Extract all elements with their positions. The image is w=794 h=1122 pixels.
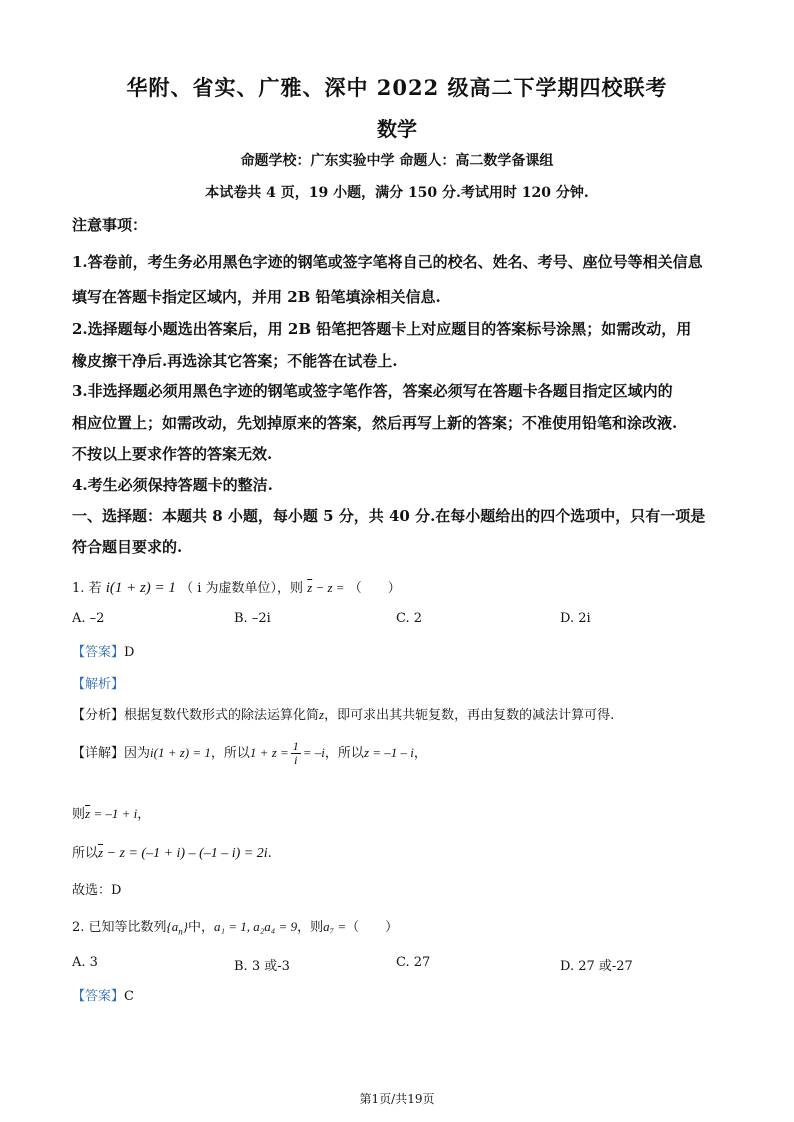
section-heading: 符合题目要求的. — [72, 538, 183, 556]
detail-text: ，所以 — [324, 746, 364, 761]
math-equation: i(1 + z) = 1 — [150, 745, 211, 760]
math-equation: = –i — [302, 745, 325, 760]
answer-paren: （ ） — [348, 581, 401, 596]
fenxi-tag: 【分析】 — [72, 708, 125, 723]
math-conjugate: $\overline{z}$ — [98, 845, 104, 860]
then-line — [72, 803, 150, 822]
option-c: C. 2 — [396, 611, 423, 626]
analysis-line — [72, 673, 124, 692]
detail-text: ， — [413, 746, 427, 761]
fenxi-text: 根据复数代数形式的除法运算化简 — [124, 708, 320, 723]
question-number: 1. 若 — [72, 581, 102, 596]
math-expression: a₇ = — [323, 919, 347, 934]
question-text: ，则 — [297, 920, 324, 935]
question-note: （ i 为虚数单位），则 — [180, 581, 304, 596]
fenxi-line — [72, 704, 614, 723]
question-1 — [72, 577, 401, 597]
then-end: ， — [137, 807, 151, 822]
option-b: B. –2i — [234, 611, 271, 626]
math-fraction — [291, 740, 301, 767]
then-text: 则 — [72, 807, 86, 822]
page-footer: 第1页/共19页 — [359, 1092, 435, 1106]
notice-line: 不按以上要求作答的答案无效. — [72, 445, 273, 463]
math-expression: − z = — [312, 580, 345, 595]
fraction-numerator: 1 — [292, 739, 299, 753]
answer-line — [72, 985, 134, 1004]
select-line: 故选：D — [72, 883, 122, 898]
math-sequence — [166, 919, 188, 937]
answer-line — [72, 641, 134, 660]
so-end: . — [267, 846, 272, 861]
question-2 — [72, 916, 398, 937]
option-a: A. –2 — [72, 611, 105, 626]
so-line — [72, 842, 272, 862]
sequence-subscript: n — [178, 926, 183, 937]
sequence-close: } — [182, 919, 188, 934]
option-a: A. 3 — [72, 955, 98, 970]
fenxi-text: ，即可求出其共轭复数，再由复数的减法计算可得. — [324, 708, 615, 723]
section-heading: 一、选择题：本题共 8 小题，每小题 5 分，共 40 分.在每小题给出的四个选项中，只有一项是 — [72, 507, 706, 525]
sequence-open: {a — [166, 919, 179, 934]
subject-title: 数学 — [377, 117, 417, 141]
notice-line: 橡皮擦干净后.再选涂其它答案；不能答在试卷上. — [72, 352, 398, 370]
question-text: 中， — [187, 920, 214, 935]
math-conjugate: $\overline{z}$ — [85, 806, 91, 821]
exam-title: 华附、省实、广雅、深中 2022 级高二下学期四校联考 — [126, 75, 668, 100]
fraction-denominator: i — [294, 753, 298, 767]
detail-text: ，所以 — [210, 746, 250, 761]
option-d: D. 27 或-27 — [560, 959, 633, 974]
math-condition: a₁ = 1, a₂a₄ = 9 — [213, 919, 298, 934]
math-condition: i(1 + z) = 1 — [105, 580, 176, 596]
question-number: 2. 已知等比数列 — [72, 920, 167, 935]
detail-tag: 【详解】 — [72, 746, 125, 761]
answer-tag: 【答案】 — [72, 645, 125, 660]
so-text: 所以 — [72, 846, 99, 861]
notice-line: 4.考生必须保持答题卡的整洁. — [72, 476, 273, 494]
detail-text: 因为 — [124, 746, 151, 761]
notice-line: 填写在答题卡指定区域内，并用 2B 铅笔填涂相关信息. — [72, 288, 441, 306]
detail-line — [72, 740, 427, 767]
math-equation: 1 + z = — [249, 745, 289, 760]
analysis-tag: 【解析】 — [72, 677, 125, 692]
math-equation: = –1 + i — [90, 806, 138, 821]
math-equation: z = –1 – i — [363, 745, 414, 760]
notice-line: 3.非选择题必须用黑色字迹的钢笔或签字笔作答，答案必须写在答题卡各题目指定区域内的 — [72, 382, 673, 400]
notice-line: 1.答卷前，考生务必用黑色字迹的钢笔或签字笔将自己的校名、姓名、考号、座位号等相关信息 — [72, 253, 703, 271]
math-var: z — [319, 707, 325, 722]
author-line: 命题学校：广东实验中学 命题人：高二数学备课组 — [240, 153, 554, 169]
option-d: D. 2i — [560, 611, 591, 626]
math-equation: − z = (–1 + i) – (–1 – i) = 2i — [103, 846, 268, 861]
answer-tag: 【答案】 — [72, 989, 125, 1004]
math-conjugate: $\overline{z}$ — [307, 580, 313, 595]
notice-line: 相应位置上；如需改动，先划掉原来的答案，然后再写上新的答案；不准使用铅笔和涂改液. — [72, 414, 678, 432]
notice-line: 2.选择题每小题选出答案后，用 2B 铅笔把答题卡上对应题目的答案标号涂黑；如需改动，用 — [72, 320, 692, 338]
option-b: B. 3 或-3 — [234, 959, 290, 974]
notice-heading: 注意事项： — [72, 216, 148, 234]
answer-paren: （ ） — [346, 920, 399, 935]
answer-value: D — [124, 645, 135, 660]
exam-info: 本试卷共 4 页，19 小题，满分 150 分.考试用时 120 分钟. — [205, 185, 589, 201]
answer-value: C — [124, 989, 134, 1004]
option-c: C. 27 — [396, 955, 431, 970]
